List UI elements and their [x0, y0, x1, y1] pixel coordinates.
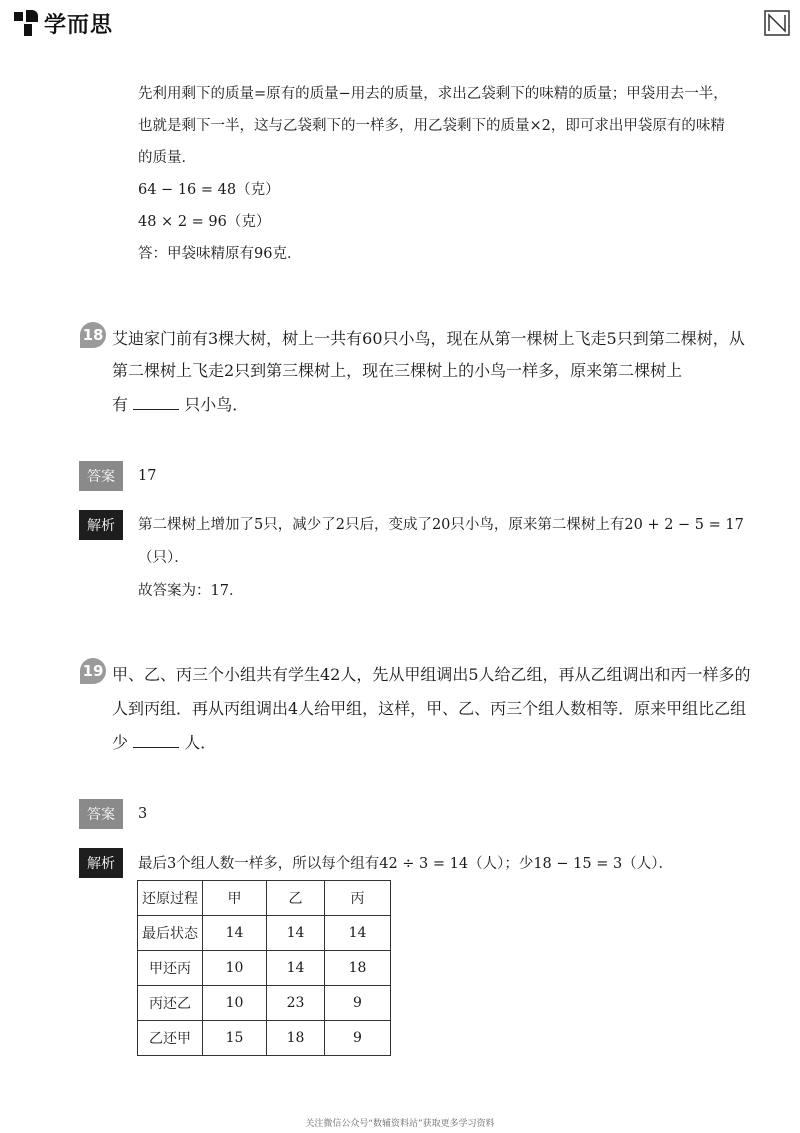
prev-line-1: 先利用剩下的质量=原有的质量−用去的质量，求出乙袋剩下的味精的质量；甲袋用去一半， — [138, 86, 728, 102]
table-header-row — [138, 881, 391, 916]
question-number-badge: 18 — [80, 322, 106, 348]
logo-mark-icon — [14, 10, 40, 36]
table-cell: 18 — [267, 1021, 325, 1056]
table-cell: 14 — [267, 951, 325, 986]
answer-value: 17 — [138, 468, 157, 484]
corner-seal-icon — [764, 10, 790, 36]
analysis-tag: 解析 — [79, 848, 123, 878]
analysis-line-3: 故答案为：17． — [138, 583, 244, 599]
table-cell: 甲还丙 — [138, 951, 203, 986]
prev-line-3: 的质量． — [138, 150, 196, 166]
table-cell: 9 — [325, 1021, 391, 1056]
table-cell: 10 — [203, 951, 267, 986]
table-cell: 9 — [325, 986, 391, 1021]
answer-blank — [133, 733, 179, 748]
answer-tag: 答案 — [79, 799, 123, 829]
footer-note: 关注微信公众号“数辅资料站”获取更多学习资料 — [305, 1119, 495, 1129]
table-header-cell: 乙 — [267, 881, 325, 916]
prev-line-4: 64 − 16 = 48（克） — [138, 182, 280, 198]
table-row — [138, 951, 391, 986]
table-cell: 23 — [267, 986, 325, 1021]
table-cell: 丙还乙 — [138, 986, 203, 1021]
table-cell: 10 — [203, 986, 267, 1021]
question-text-before-blank: 有 — [112, 395, 129, 414]
question-text-line-2: 人到丙组．再从丙组调出4人给甲组，这样，甲、乙、丙三个组人数相等．原来甲组比乙组 — [112, 699, 747, 718]
table-cell: 18 — [325, 951, 391, 986]
analysis-line-2: （只）． — [138, 550, 189, 566]
question-text-line-1: 艾迪家门前有3棵大树，树上一共有60只小鸟，现在从第一棵树上飞走5只到第二棵树，从 — [112, 329, 745, 348]
prev-line-6: 答：甲袋味精原有96克． — [138, 246, 302, 262]
table-cell: 14 — [267, 916, 325, 951]
question-text-line-1: 甲、乙、丙三个小组共有学生42人，先从甲组调出5人给乙组，再从乙组调出和丙一样多的 — [112, 665, 751, 684]
answer-value: 3 — [138, 806, 148, 822]
prev-line-5: 48 × 2 = 96（克） — [138, 214, 271, 230]
question-text-after-blank: 人． — [184, 733, 217, 752]
logo-text: 学而思 — [44, 12, 114, 38]
question-text-before-blank: 少 — [112, 733, 129, 752]
table-cell: 14 — [325, 916, 391, 951]
table-cell: 14 — [203, 916, 267, 951]
answer-tag: 答案 — [79, 461, 123, 491]
answer-blank — [133, 395, 179, 410]
question-text-line-3 — [112, 732, 216, 754]
analysis-line-1: 第二棵树上增加了5只，减少了2只后，变成了20只小鸟，原来第二棵树上有20 + 2 − 5 = 17 — [138, 517, 744, 533]
table-cell: 最后状态 — [138, 916, 203, 951]
table-header-cell: 丙 — [325, 881, 391, 916]
table-header-cell: 还原过程 — [138, 881, 203, 916]
question-text-line-3 — [112, 394, 248, 416]
prev-line-2: 也就是剩下一半，这与乙袋剩下的一样多，用乙袋剩下的质量×2，即可求出甲袋原有的味精 — [138, 118, 725, 134]
analysis-tag: 解析 — [79, 510, 123, 540]
table-cell: 15 — [203, 1021, 267, 1056]
brand-logo — [14, 8, 113, 38]
table-cell: 乙还甲 — [138, 1021, 203, 1056]
reverse-process-table — [137, 880, 391, 1056]
analysis-line: 最后3个组人数一样多，所以每个组有42 ÷ 3 = 14（人）；少18 − 15 = 3（人）． — [138, 856, 673, 872]
table-row — [138, 986, 391, 1021]
question-text-line-2: 第二棵树上飞走2只到第三棵树上，现在三棵树上的小鸟一样多，原来第二棵树上 — [112, 361, 683, 380]
question-number-badge: 19 — [80, 658, 106, 684]
table-row — [138, 1021, 391, 1056]
table-header-cell: 甲 — [203, 881, 267, 916]
table-row — [138, 916, 391, 951]
question-text-after-blank: 只小鸟． — [184, 395, 249, 414]
